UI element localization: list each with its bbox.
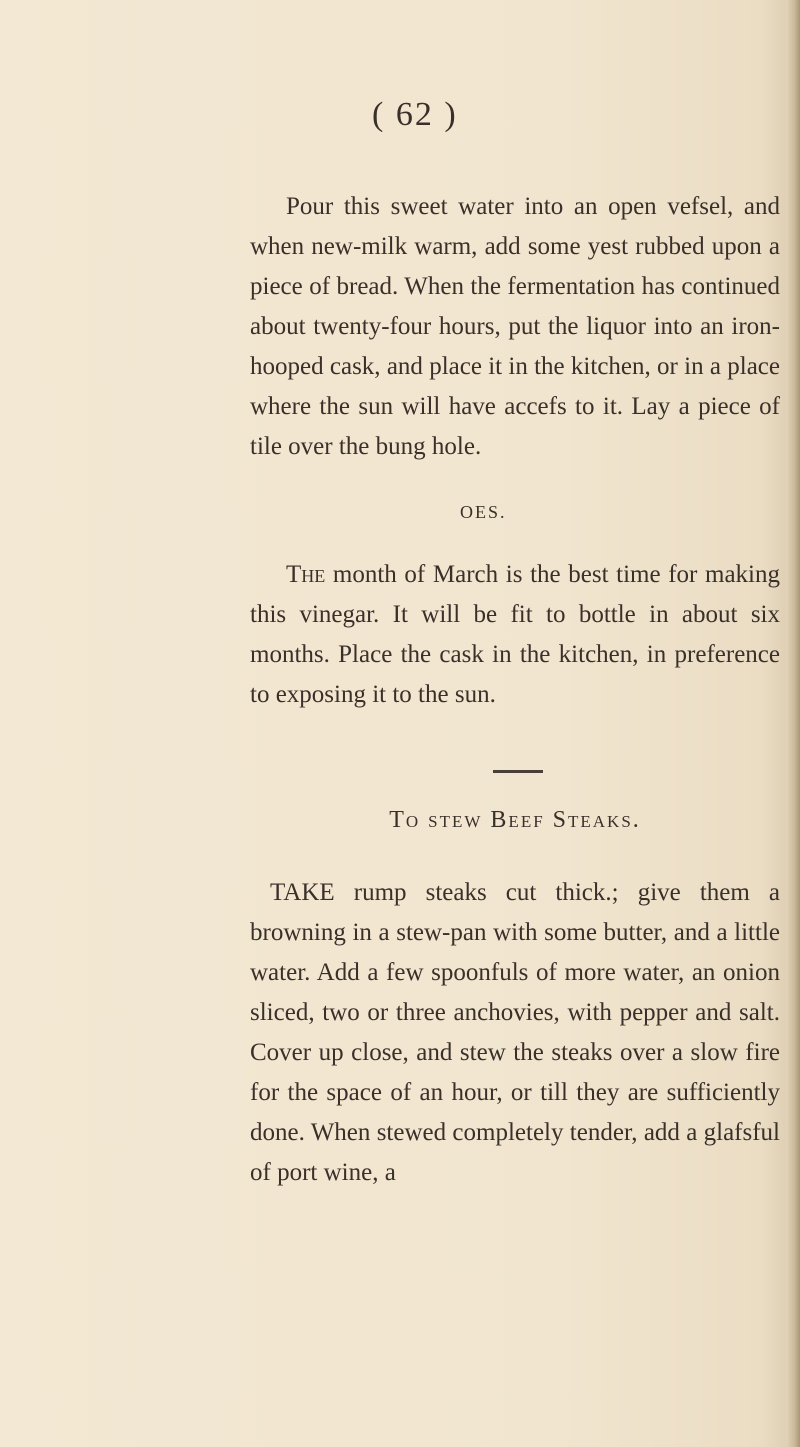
page-number: ( 62 ) [372, 96, 458, 133]
section-divider [493, 770, 543, 773]
paragraph-lead: The [286, 561, 326, 588]
paragraph-beef-steaks: TAKE rump steaks cut thick.; give them a browning in a stew-pan with some butter, and a little water. Add a few spoonfuls of more water, an onion sliced, two or three anchovies, with pepper and salt. Cover up close, and stew the steaks over a slow fire for the space of an hour, or till they are sufficiently done. When stewed completely tender, add a glafsful of port wine, a [250, 879, 780, 1186]
recipe-title: To stew Beef Steaks. [389, 807, 641, 833]
page-edge [786, 0, 800, 1447]
header-fragment: OES. [460, 502, 507, 522]
paragraph-sweet-water: Pour this sweet water into an open vefsel, and when new-milk warm, add some yest rubbed upon a piece of bread. When the fermentation has continued about twenty-four hours, put the liquor into an iron-hooped cask, and place it in the kitchen, or in a place where the sun will have accefs to it. Lay a piece of tile over the bung hole. [250, 193, 780, 460]
paragraph-march-vinegar [250, 555, 780, 715]
paragraph-body: month of March is the best time for making this vinegar. It will be fit to bottle in about six months. Place the cask in the kitchen, in preference to exposing it to the sun. [250, 561, 780, 708]
